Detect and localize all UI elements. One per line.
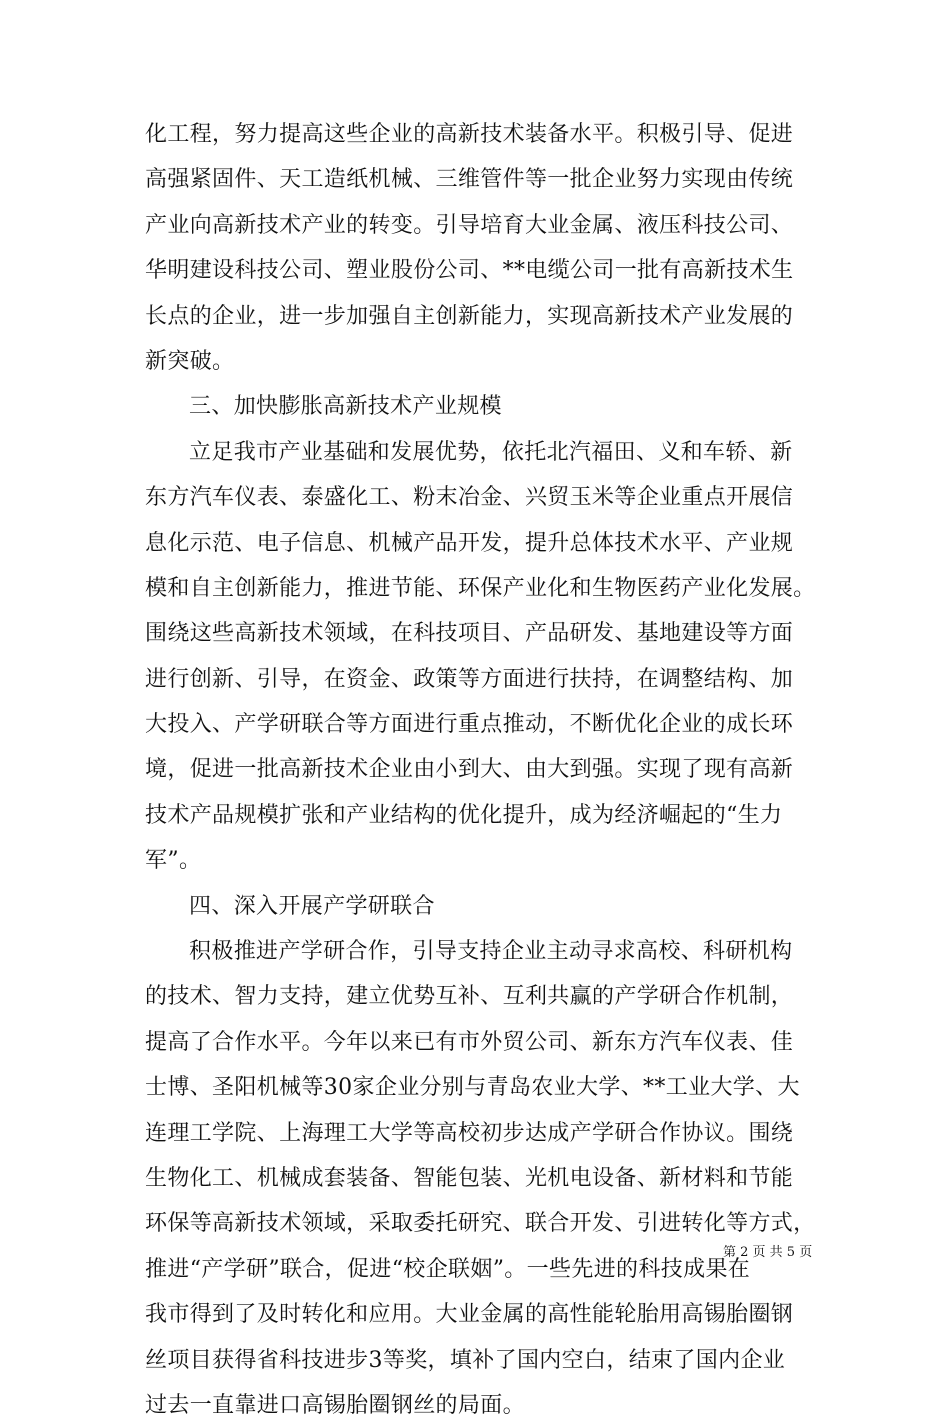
text-line: 长点的企业，进一步加强自主创新能力，实现高新技术产业发展的 — [145, 303, 794, 329]
text-line: 士博、圣阳机械等30家企业分别与青岛农业大学、**工业大学、大 — [145, 1075, 800, 1101]
text-line: 新突破。 — [145, 348, 235, 374]
text-line: 产业向高新技术产业的转变。引导培育大业金属、液压科技公司、 — [145, 212, 794, 238]
text-line: 境，促进一批高新技术企业由小到大、由大到强。实现了现有高新 — [145, 757, 794, 783]
text-line: 我市得到了及时转化和应用。大业金属的高性能轮胎用高锡胎圈钢 — [145, 1302, 794, 1328]
section-heading: 四、深入开展产学研联合 — [189, 893, 435, 919]
text-line: 生物化工、机械成套装备、智能包装、光机电设备、新材料和节能 — [145, 1165, 794, 1191]
text-line: 进行创新、引导，在资金、政策等方面进行扶持，在调整结构、加 — [145, 666, 794, 692]
paragraph-first-line: 积极推进产学研合作，引导支持企业主动寻求高校、科研机构 — [189, 939, 793, 965]
text-line: 连理工学院、上海理工大学等高校初步达成产学研合作协议。围绕 — [145, 1120, 794, 1146]
section-heading: 三、加快膨胀高新技术产业规模 — [189, 394, 502, 420]
text-line: 环保等高新技术领域，采取委托研究、联合开发、引进转化等方式， — [145, 1211, 816, 1237]
document-body — [145, 112, 815, 1428]
text-line: 息化示范、电子信息、机械产品开发，提升总体技术水平、产业规 — [145, 530, 794, 556]
text-line: 技术产品规模扩张和产业结构的优化提升，成为经济崛起的“生力 — [145, 802, 783, 828]
text-line: 东方汽车仪表、泰盛化工、粉末冶金、兴贸玉米等企业重点开展信 — [145, 485, 794, 511]
paragraph-first-line: 立足我市产业基础和发展优势，依托北汽福田、义和车轿、新 — [189, 439, 793, 465]
text-line: 军”。 — [145, 848, 202, 874]
text-line: 模和自主创新能力，推进节能、环保产业化和生物医药产业化发展。 — [145, 575, 816, 601]
text-line: 大投入、产学研联合等方面进行重点推动，不断优化企业的成长环 — [145, 712, 794, 738]
text-line: 推进“产学研”联合，促进“校企联姻”。一些先进的科技成果在 — [145, 1256, 751, 1282]
text-line: 提高了合作水平。今年以来已有市外贸公司、新东方汽车仪表、佳 — [145, 1029, 794, 1055]
text-line: 化工程，努力提高这些企业的高新技术装备水平。积极引导、促进 — [145, 122, 794, 147]
text-line: 华明建设科技公司、塑业股份公司、**电缆公司一批有高新技术生 — [145, 258, 794, 284]
text-line: 围绕这些高新技术领域，在科技项目、产品研发、基地建设等方面 — [145, 621, 794, 647]
page-number: 第 2 页 共 5 页 — [723, 1245, 813, 1260]
text-line: 的技术、智力支持，建立优势互补、互利共赢的产学研合作机制， — [145, 984, 794, 1010]
text-line: 高强紧固件、天工造纸机械、三维管件等一批企业努力实现由传统 — [145, 167, 794, 193]
text-line: 过去一直靠进口高锡胎圈钢丝的局面。 — [145, 1392, 525, 1418]
text-line: 丝项目获得省科技进步3等奖，填补了国内空白，结束了国内企业 — [145, 1347, 786, 1373]
